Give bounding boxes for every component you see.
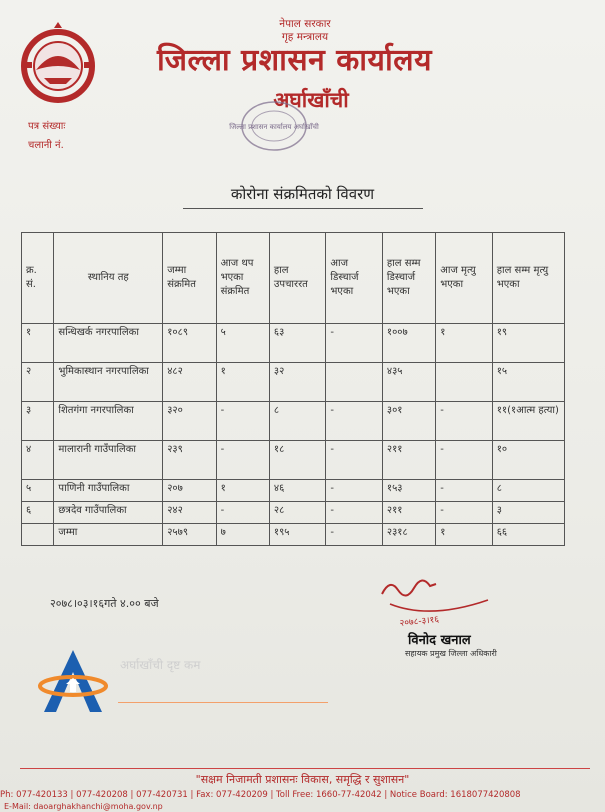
cell-total-deaths: १५ (492, 363, 564, 402)
table-row (22, 441, 565, 480)
table-total-row (22, 524, 565, 546)
nepal-emblem-icon (14, 22, 102, 104)
table-header-row (22, 233, 565, 324)
letter-number-label: पत्र संख्याः (28, 121, 66, 132)
cell-total-infected: २०७ (163, 480, 216, 502)
cell-total-deaths: १९ (492, 324, 564, 363)
col-header-total-infected: जम्मा संक्रमित (163, 233, 216, 324)
cell-deaths-today: - (436, 480, 492, 502)
cell-active: ४६ (269, 480, 325, 502)
title-underline (183, 208, 423, 209)
cell-deaths-today (436, 363, 492, 402)
cell-discharged-today: - (326, 441, 382, 480)
cell-local-level: पाणिनी गाउँपालिका (54, 480, 163, 502)
cell-discharged-today: - (326, 502, 382, 524)
cell-discharged-today (326, 363, 382, 402)
cell-new-today: - (216, 402, 269, 441)
cell-new-today: १ (216, 363, 269, 402)
col-header-total-discharged: हाल सम्म डिस्चार्ज भएका (382, 233, 435, 324)
cell-sn: ४ (22, 441, 54, 480)
signature-scribble-icon (370, 560, 520, 630)
cell-local-level: शितगंगा नगरपालिका (54, 402, 163, 441)
government-heading (240, 18, 370, 44)
cell-total-discharged: ४३५ (382, 363, 435, 402)
dispatch-number-label: चलानी नं. (28, 140, 64, 151)
cell-new-today: - (216, 502, 269, 524)
cell-total-infected: २५७९ (163, 524, 216, 546)
col-header-deaths-today: आज मृत्यु भएका (436, 233, 492, 324)
cell-total-infected: २३९ (163, 441, 216, 480)
table-row (22, 363, 565, 402)
cell-new-today: १ (216, 480, 269, 502)
cell-deaths-today: - (436, 441, 492, 480)
cell-total-discharged: १००७ (382, 324, 435, 363)
footer-divider (20, 768, 590, 769)
cell-local-level: सन्धिखर्क नगरपालिका (54, 324, 163, 363)
cell-total-deaths: ३ (492, 502, 564, 524)
cell-total-deaths: ६६ (492, 524, 564, 546)
cell-active: १८ (269, 441, 325, 480)
cell-local-level: भुमिकास्थान नगरपालिका (54, 363, 163, 402)
col-header-sn: क्र. सं. (22, 233, 54, 324)
signatory-name: विनोद खनाल (408, 633, 471, 648)
col-header-total-deaths: हाल सम्म मृत्यु भएका (492, 233, 564, 324)
cell-sn: ५ (22, 480, 54, 502)
cell-active: १९५ (269, 524, 325, 546)
watermark-text: अर्घाखाँची दृष्ट कम (120, 658, 201, 672)
cell-total-infected: १०८९ (163, 324, 216, 363)
col-header-new-today: आज थप भएका संक्रमित (216, 233, 269, 324)
cell-discharged-today: - (326, 524, 382, 546)
table-row (22, 324, 565, 363)
cell-total-label: जम्मा (54, 524, 163, 546)
ministry-line: गृह मन्त्रालय (281, 31, 329, 43)
cell-deaths-today: - (436, 402, 492, 441)
cell-total-discharged: २३१८ (382, 524, 435, 546)
cell-total-infected: ३२० (163, 402, 216, 441)
cell-total-deaths: ११(१आत्म हत्या) (492, 402, 564, 441)
stamp-text: जिल्ला प्रशासन कार्यालय अर्घाखाँची (229, 123, 319, 131)
cell-new-today: ७ (216, 524, 269, 546)
table-row (22, 402, 565, 441)
cell-deaths-today: - (436, 502, 492, 524)
cell-sn: २ (22, 363, 54, 402)
cell-new-today: ५ (216, 324, 269, 363)
reference-block (28, 117, 65, 155)
office-title: जिल्ला प्रशासन कार्यालय (157, 43, 432, 78)
cell-total-discharged: ३०१ (382, 402, 435, 441)
covid-table (21, 232, 565, 546)
watermark-underline (118, 702, 328, 703)
cell-active: ८ (269, 402, 325, 441)
cell-deaths-today: १ (436, 524, 492, 546)
cell-discharged-today: - (326, 324, 382, 363)
cell-new-today: - (216, 441, 269, 480)
cell-discharged-today: - (326, 402, 382, 441)
cell-total-deaths: ८ (492, 480, 564, 502)
cell-discharged-today: - (326, 480, 382, 502)
col-header-active: हाल उपचाररत (269, 233, 325, 324)
cell-sn: १ (22, 324, 54, 363)
cell-local-level: मालारानी गाउँपालिका (54, 441, 163, 480)
cell-total-infected: ४८२ (163, 363, 216, 402)
cell-total-infected: २४२ (163, 502, 216, 524)
cell-local-level: छत्रदेव गाउँपालिका (54, 502, 163, 524)
cell-sn: ६ (22, 502, 54, 524)
date-time-line: २०७८।०३।१६गते ४.०० बजे (50, 597, 159, 610)
signature-date-text: २०७८-३।१६ (399, 614, 440, 629)
cell-sn: ३ (22, 402, 54, 441)
cell-total-discharged: २११ (382, 441, 435, 480)
table-row (22, 502, 565, 524)
district-name: अर्घाखाँची (273, 88, 349, 112)
news-logo-icon (38, 648, 108, 714)
footer-slogan: "सक्षम निजामती प्रशासनः विकास, समृद्धि र सुशासन" (195, 773, 410, 786)
signatory-designation: सहायक प्रमुख जिल्ला अधिकारी (405, 649, 497, 658)
table-row (22, 480, 565, 502)
cell-active: ६३ (269, 324, 325, 363)
col-header-discharged-today: आज डिस्चार्ज भएका (326, 233, 382, 324)
footer-email: E-Mail: daoarghakhanchi@moha.gov.np (4, 802, 163, 811)
cell-active: २८ (269, 502, 325, 524)
cell-deaths-today: १ (436, 324, 492, 363)
gov-line: नेपाल सरकार (279, 18, 331, 30)
footer-contact: Ph: 077-420133 | 077-420208 | 077-420731 | Fax: 077-420209 | Toll Free: 1660-77-42042 | Notice Board: 1618077420808 (0, 790, 521, 800)
office-stamp-icon (229, 98, 319, 154)
cell-total-discharged: २११ (382, 502, 435, 524)
document-title: कोरोना संक्रमितको विवरण (230, 185, 375, 203)
col-header-local-level: स्थानिय तह (54, 233, 163, 324)
cell-total-discharged: १५३ (382, 480, 435, 502)
cell-active: ३२ (269, 363, 325, 402)
cell-total-deaths: १० (492, 441, 564, 480)
cell-sn (22, 524, 54, 546)
